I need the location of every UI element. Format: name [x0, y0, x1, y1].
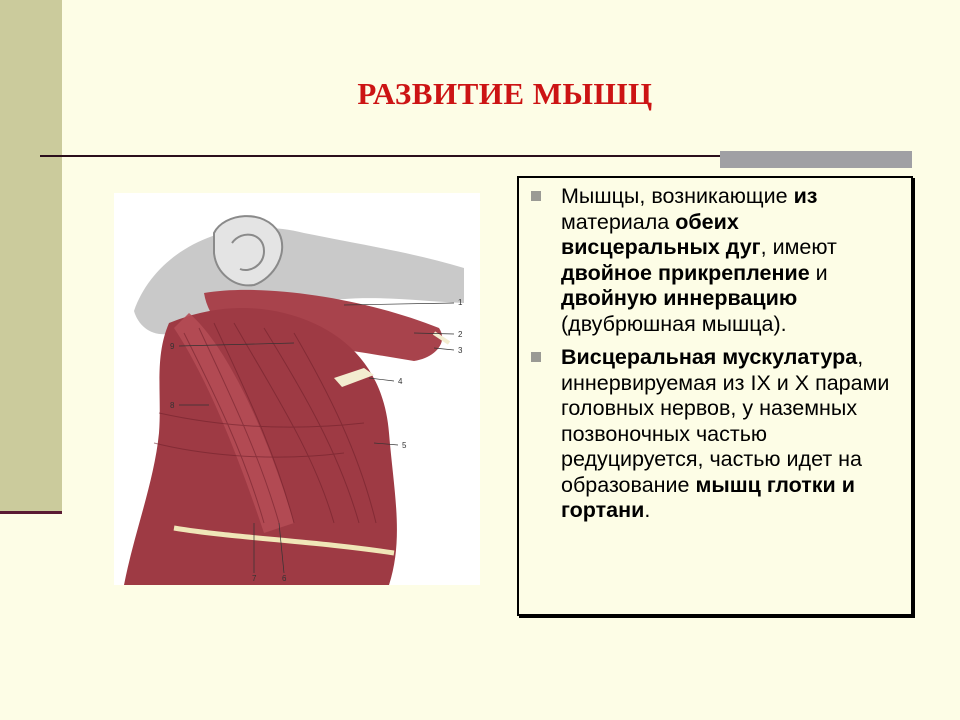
bullet-item: [529, 184, 903, 337]
bullet-text-run: двойную иннервацию: [561, 286, 798, 310]
bullet-text-run: Мышцы, возникающие: [561, 184, 794, 208]
bullet-list: [529, 184, 903, 524]
bullet-text-run: и: [809, 260, 828, 285]
fig-label-1: 1: [458, 298, 463, 307]
fig-label-9: 9: [170, 342, 175, 351]
bullet-text-run: двойное прикрепление: [561, 260, 810, 285]
fig-label-6: 6: [282, 574, 287, 583]
left-band-underline: [0, 511, 62, 514]
bullet-text-run: Висцеральная мускулатура: [561, 345, 858, 369]
square-bullet-icon: [531, 191, 541, 201]
bullet-text-run: обеих висцеральных дуг: [561, 209, 761, 259]
left-decorative-band: [0, 0, 62, 512]
content-text-box: [517, 176, 913, 616]
neck-muscles-illustration: [114, 193, 480, 585]
bullet-text-run: , иннервируемая из IX и X парами головных нервов, у наземных позвоночных частью редуцируется, частью идет на образование: [561, 345, 890, 497]
fig-label-7: 7: [252, 574, 257, 583]
fig-label-3: 3: [458, 346, 463, 355]
fig-label-2: 2: [458, 330, 463, 339]
slide-title: РАЗВИТИЕ МЫШЦ: [357, 76, 653, 111]
bullet-item: [529, 345, 903, 524]
fig-label-5: 5: [402, 441, 407, 450]
bullet-text-run: материала: [561, 209, 676, 234]
title-accent-bar: [720, 149, 912, 168]
bullet-text-run: мышц глотки и гортани: [561, 472, 855, 522]
bullet-text-run: (двубрюшная мышца).: [561, 311, 787, 336]
bullet-text-run: .: [644, 498, 651, 522]
fig-label-8: 8: [170, 401, 175, 410]
square-bullet-icon: [531, 352, 541, 362]
bullet-text-run: , имеют: [760, 235, 837, 259]
fig-label-4: 4: [398, 377, 403, 386]
bullet-text-run: из: [793, 184, 818, 208]
